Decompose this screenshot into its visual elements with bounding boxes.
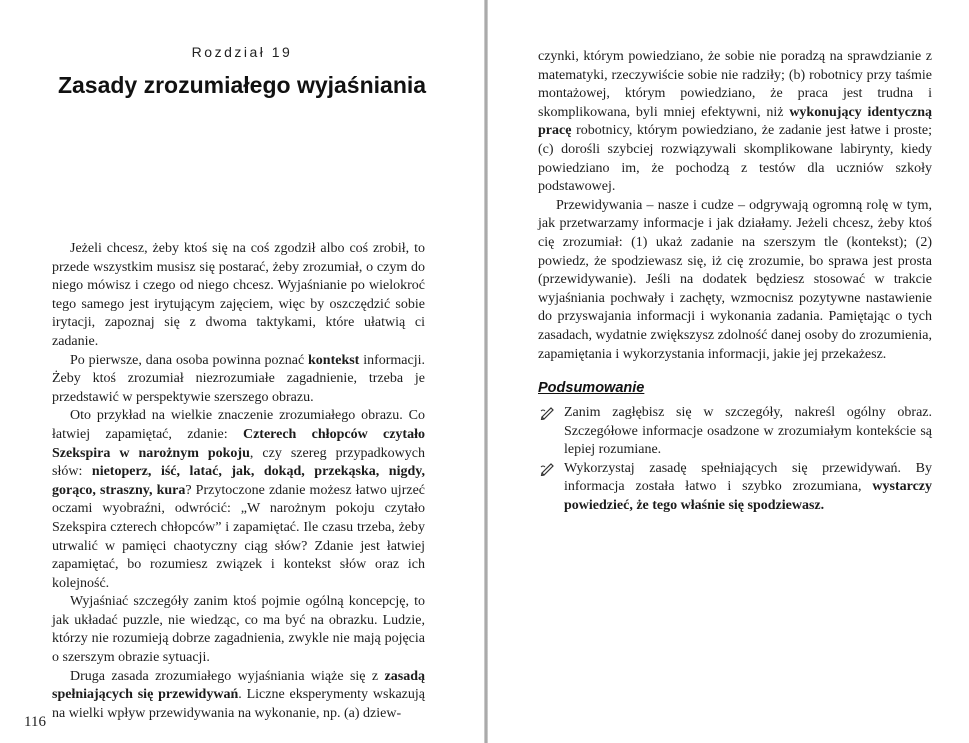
page-number: 116 <box>24 714 46 730</box>
bold-term: wykonujący identyczną pracę <box>538 104 932 139</box>
text-run: czynki, którym powiedziano, że sobie nie poradzą na sprawdzianie z matematyki, rzeczywiście sobie nie radziły; (b) robotnicy przy taśmie montażowej, którym powiedziano, że praca jest trudna i skomplikowana, byli mniej efektywni, niż <box>538 49 932 120</box>
summary-item <box>538 460 932 516</box>
text-run: . Liczne eksperymenty wskazują na wielki wpływ przewidywania na wykonanie, np. (a) dziew- <box>52 687 425 721</box>
pencil-icon <box>540 461 556 476</box>
bold-term: Czterech chłopców czytało Szekspira w narożnym pokoju <box>52 426 425 461</box>
right-body-text <box>538 48 932 364</box>
left-body-text <box>52 240 425 723</box>
text-run: Oto przykład na wielkie znaczenie zrozumiałego obrazu. Co łatwiej zapamiętać, zdanie: <box>52 408 425 442</box>
summary-list <box>538 404 932 516</box>
pencil-icon <box>540 405 556 420</box>
text-run: , czy szereg przypadkowych słów: <box>52 445 425 480</box>
bold-term: zasadą spełniających się przewidywań <box>52 668 425 703</box>
text-run: robotnicy, którym powiedziano, że zadanie jest łatwe i proste; (c) dorośli szybciej rozwiązywali skomplikowane labirynty, kiedy powiedziano im, że pochodzą z testów dla uczniów szkoły podstawowej. <box>538 123 932 195</box>
text-run: Po pierwsze, dana osoba powinna poznać <box>70 352 308 368</box>
paragraph <box>52 407 425 593</box>
bold-term: nietoperz, iść, latać, jak, dokąd, przekąska, nigdy, gorąco, straszny, kura <box>52 464 425 498</box>
text-run: ? Przytoczone zdanie możesz łatwo ujrzeć oczami wyobraźni, odwrócić: „W narożnym pokoju czytało Szekspira czterech chłopców” i zapamiętać. Ile czasu trzeba, żeby utrwalić w pamięci chaotyczny ciąg słów? Zdanie jest łatwiej zapamiętać, bo rozumiesz związek i kontekst słów oraz ich kolejność. <box>52 482 425 591</box>
paragraph <box>52 668 425 724</box>
paragraph: Jeżeli chcesz, żeby ktoś się na coś zgodził albo coś zrobił, to przede wszystkim musisz się postarać, żeby zrozumiał, o czym do niego mówisz i czego od niego chcesz. Wyjaśnianie po wielokroć tego samego jest irytującym zajęciem, więc by oszczędzić sobie irytacji, zapoznaj się z dwoma taktykami, które ułatwią ci zadanie. <box>52 241 425 349</box>
left-page <box>0 0 484 743</box>
summary-item <box>538 404 932 460</box>
bold-term: wystarczy powiedzieć, że tego właśnie się spodziewasz. <box>564 479 932 513</box>
paragraph <box>538 48 932 197</box>
right-page <box>488 0 969 743</box>
summary-heading: Podsumowanie <box>538 380 645 396</box>
summary-text: Zanim zagłębisz się w szczegóły, nakreśl ogólny obraz. Szczegółowe informacje osadzone w zrozumiałym kontekście są lepiej rozumiane. <box>564 405 932 458</box>
summary-text: Wykorzystaj zasadę spełniających się przewidywań. By informacja została łatwo i szybko zrozumiana, <box>564 460 932 495</box>
chapter-label: Rozdział 19 <box>191 44 293 60</box>
text-run: Druga zasada zrozumiałego wyjaśniania wiąże się z <box>70 668 385 684</box>
paragraph <box>52 352 425 408</box>
text-run: informacji. Żeby ktoś zrozumiał niezrozumiałe zagadnienie, trzeba je przedstawić w perspektywie szerszego obrazu. <box>52 352 426 405</box>
paragraph: Wyjaśniać szczegóły zanim ktoś pojmie ogólną koncepcję, to jak układać puzzle, nie wiedząc, co ma być na obrazku. Ludzie, którzy nie rozumieją dobrze zagadnienia, zwykle nie mają pojęcia o szerszym obrazie sytuacji. <box>52 594 425 666</box>
paragraph: Przewidywania – nasze i cudze – odgrywają ogromną rolę w tym, jak przetwarzamy informacje i jak działamy. Jeżeli chcesz, żeby ktoś cię zrozumiał: (1) ukaż zadanie na szerszym tle (kontekst); (2) powiedz, że spodziewasz się, iż cię zrozumie, bo sprawa jest prosta (przewidywanie). Jeśli na dodatek będziesz stosować w trakcie wyjaśniania pochwały i zachęty, wzmocnisz pozytywne nastawienie do przyswajania informacji i wykonania zadania. Pamiętając o tych zasadach, wydatnie zwiększysz zdolność danej osoby do zrozumienia, zapamiętania i wykorzystania informacji, jakie jej przekażesz. <box>538 197 932 362</box>
chapter-title: Zasady zrozumiałego wyjaśniania <box>57 72 427 98</box>
bold-term: kontekst <box>308 352 360 368</box>
